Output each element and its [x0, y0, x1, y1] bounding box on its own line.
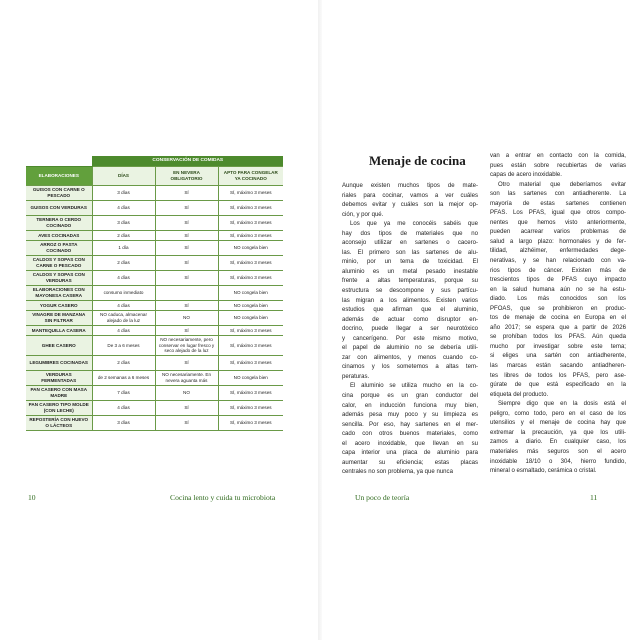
nevera-cell: NO necesariamente. En nevera aguanta más: [155, 371, 218, 386]
text-line-content: materiales más seguros son el acero: [490, 448, 626, 455]
text-line: [490, 324, 626, 334]
table-row: [26, 186, 283, 201]
text-line-content: docrino, puede llegar a ser neurotóxico: [342, 326, 478, 333]
text-line: [342, 220, 478, 230]
text-line: [342, 316, 478, 326]
text-line: [342, 192, 478, 202]
text-line-content: cina porque es un gran conductor del: [342, 393, 478, 400]
text-line: [490, 171, 626, 181]
text-line: [342, 354, 478, 364]
text-line-content: aluminio es un metal pesado inestable: [342, 268, 478, 275]
table-body: [26, 186, 283, 431]
column-header-dias: DÍAS: [92, 167, 155, 186]
congelar-cell: SÍ, máximo 3 meses: [218, 336, 283, 356]
text-line-content: se prohíban todos los PFAS. Aún queda: [490, 334, 626, 341]
elaboracion-cell: PAN CASERO TIPO MOLDE (CON LECHE): [26, 401, 92, 416]
text-line-content: minio, por un tema de toxicidad. El: [342, 259, 478, 266]
elaboracion-cell: GUISOS CON CARNE O PESCADO: [26, 186, 92, 201]
table-row: [26, 286, 283, 301]
text-line-content: PFOAS, que se prohibieron en produc-: [490, 305, 626, 312]
text-line: [490, 429, 626, 439]
right-page: [322, 0, 640, 640]
nevera-cell: SÍ: [155, 241, 218, 256]
text-line-content: el acero inoxidable, que llevan en su: [342, 440, 478, 447]
text-line-content: riales para cocinar, vamos a ver cuáles: [342, 192, 478, 199]
text-line: [342, 182, 478, 192]
column-header-elaboraciones: ELABORACIONES: [26, 167, 92, 186]
congelar-cell: NO congela bien: [218, 286, 283, 301]
text-line-content: inoxidable 18/10 o 304, hierro fundido,: [490, 458, 626, 465]
elaboracion-cell: LEGUMBRES COCINADAS: [26, 356, 92, 371]
text-line: [342, 468, 478, 478]
dias-cell: 3 días: [92, 186, 155, 201]
nevera-cell: [155, 286, 218, 301]
text-line: [490, 162, 626, 172]
text-line: [490, 458, 626, 468]
text-line: [490, 247, 626, 257]
elaboracion-cell: MANTEQUILLA CASERA: [26, 326, 92, 336]
text-line: [490, 228, 626, 238]
text-line-content: en la salud humana aún no se ha estu-: [490, 286, 626, 293]
text-line-content: capas de acero inoxidable.: [490, 172, 562, 179]
text-line: [490, 362, 626, 372]
elaboracion-cell: TERNERA O CERDO COCINADO: [26, 216, 92, 231]
text-line: [490, 391, 626, 401]
table-row: [26, 241, 283, 256]
congelar-cell: SÍ, máximo 3 meses: [218, 231, 283, 241]
text-line-content: diado. Los más conocidos son los: [490, 296, 626, 303]
column-header-nevera: EN NEVERA OBLIGATORIO: [155, 167, 218, 186]
left-page-number: 10: [28, 493, 36, 502]
elaboracion-cell: ELABORACIONES CON MAYONESA CASERA: [26, 286, 92, 301]
table-row: [26, 386, 283, 401]
text-line-content: son las sartenes con antiadherente. La: [490, 191, 626, 198]
nevera-cell: SÍ: [155, 186, 218, 201]
nevera-cell: SÍ: [155, 201, 218, 216]
dias-cell: 3 días: [92, 416, 155, 431]
text-line: [490, 467, 626, 477]
left-page: [0, 0, 318, 640]
dias-cell: 4 días: [92, 301, 155, 311]
elaboracion-cell: GUISOS CON VERDURAS: [26, 201, 92, 216]
text-line: [342, 258, 478, 268]
elaboracion-cell: ARROZ O PASTA COCINADO: [26, 241, 92, 256]
text-line-content: calor, en inducción funciona muy bien,: [342, 402, 478, 409]
text-line-content: etiqueta del producto.: [490, 391, 549, 398]
text-line: [342, 440, 478, 450]
text-line-content: peligro, como todo, pero en el caso de los: [490, 410, 626, 417]
table-row: [26, 256, 283, 271]
text-line-content: año 2017; se espera que a partir de 2026: [490, 324, 626, 331]
elaboracion-cell: VINAGRE DE MANZANA SIN FILTRAR: [26, 311, 92, 326]
text-line: [342, 363, 478, 373]
text-line: [490, 410, 626, 420]
text-line: [342, 306, 478, 316]
dias-cell: 2 días: [92, 231, 155, 241]
nevera-cell: SÍ: [155, 271, 218, 286]
congelar-cell: NO congela bien: [218, 301, 283, 311]
text-line: [490, 381, 626, 391]
elaboracion-cell: YOGUR CASERO: [26, 301, 92, 311]
congelar-cell: SÍ, máximo 3 meses: [218, 401, 283, 416]
nevera-cell: SÍ: [155, 326, 218, 336]
nevera-cell: SÍ: [155, 416, 218, 431]
text-line-content: sencilla. Por eso, hay sartenes en el mer-: [342, 421, 478, 428]
table-row: [26, 271, 283, 286]
text-line: [342, 411, 478, 421]
text-line-content: capa interior una placa de aluminio para: [342, 450, 478, 457]
text-line: [342, 459, 478, 469]
text-line: [490, 267, 626, 277]
elaboracion-cell: CALDOS Y SOPAS CON VERDURAS: [26, 271, 92, 286]
text-line: [342, 201, 478, 211]
text-line: [342, 344, 478, 354]
text-line-content: extremar la precaución, ya que los utili-: [490, 429, 626, 436]
text-line-content: mineral o esmaltado, cerámica o cristal.: [490, 468, 597, 475]
dias-cell: consumo inmediato: [92, 286, 155, 301]
text-line-content: tilidad, alzhéimer, enfermedades dege-: [490, 248, 626, 255]
table-row: [26, 201, 283, 216]
text-line: [490, 257, 626, 267]
table-row: [26, 401, 283, 416]
text-line: [342, 325, 478, 335]
text-line-content: Los que ya me conocéis sabéis que: [350, 221, 478, 228]
text-line-content: cado con otros buenos materiales, como: [342, 431, 478, 438]
text-line-content: y cancerígeno. Por este mismo motivo,: [342, 335, 478, 342]
elaboracion-cell: GHEE CASERO: [26, 336, 92, 356]
text-line: [490, 200, 626, 210]
text-line-content: ción, y por qué.: [342, 211, 384, 218]
text-line-content: van a entrar en contacto con la comida,: [490, 153, 626, 159]
text-line-content: tos de menaje de cocina en Europa en el: [490, 315, 626, 322]
text-line-content: Siempre digo que en la dosis está el: [498, 401, 626, 408]
text-line-content: zamos a diario. En cualquier caso, los: [490, 439, 626, 446]
text-line-content: frente a altas temperaturas, porque su: [342, 278, 478, 285]
congelar-cell: NO congela bien: [218, 371, 283, 386]
text-line: [490, 400, 626, 410]
text-line-content: salud a largo plazo: hormonales y de fer-: [490, 238, 626, 245]
text-line: [490, 181, 626, 191]
text-line-content: aconsejo utilizar en sartenes o cacero-: [342, 240, 478, 247]
right-page-number: 11: [590, 493, 598, 502]
text-line: [490, 286, 626, 296]
congelar-cell: SÍ, máximo 3 meses: [218, 326, 283, 336]
text-line: [342, 382, 478, 392]
text-line-content: debemos evitar y cuáles son la mejor op-: [342, 202, 478, 209]
table-row: [26, 311, 283, 326]
congelar-cell: SÍ, máximo 3 meses: [218, 271, 283, 286]
right-running-head: Un poco de teoría: [355, 493, 410, 502]
congelar-cell: SÍ, máximo 3 meses: [218, 186, 283, 201]
dias-cell: De 3 a 6 meses: [92, 336, 155, 356]
text-line-content: zar con alimentos, y menos cuando co-: [342, 354, 478, 361]
text-line: [342, 239, 478, 249]
table-row: [26, 301, 283, 311]
nevera-cell: SÍ: [155, 231, 218, 241]
table-row: [26, 371, 283, 386]
text-line-content: estructura se descompone y sus partícu-: [342, 288, 478, 295]
text-line: [342, 268, 478, 278]
nevera-cell: SÍ: [155, 356, 218, 371]
text-line: [490, 295, 626, 305]
congelar-cell: NO congela bien: [218, 311, 283, 326]
nevera-cell: SÍ: [155, 216, 218, 231]
section-title: Menaje de cocina: [369, 153, 466, 168]
congelar-cell: NO congela bien: [218, 241, 283, 256]
congelar-cell: SÍ, máximo 3 meses: [218, 386, 283, 401]
text-line-content: gúrate de que está especificado en la: [490, 382, 626, 389]
text-line-content: las marcas están sacando antiadheren-: [490, 363, 626, 370]
text-line: [490, 372, 626, 382]
text-line-content: estudios que afirman que el aluminio,: [342, 307, 478, 314]
text-line: [490, 305, 626, 315]
congelar-cell: SÍ, máximo 3 meses: [218, 356, 283, 371]
text-line-content: mucho por investigar sobre este tema;: [490, 343, 626, 350]
text-line-content: pues están sobre recubiertas de varias: [490, 162, 626, 169]
text-line: [342, 430, 478, 440]
text-line-content: Aunque existen muchos tipos de mate-: [342, 183, 478, 189]
text-line-content: Otro material que deberíamos evitar: [498, 181, 626, 188]
text-line: [342, 277, 478, 287]
table-row: [26, 356, 283, 371]
body-text-column-2: [490, 152, 626, 477]
text-line-content: aumentar su eficiencia; estas placas: [342, 459, 478, 466]
text-line: [342, 421, 478, 431]
text-line-content: trescientos tipos de PFAS cuyo impacto: [490, 277, 626, 284]
dias-cell: NO caduca, almacenar alejado de la luz: [92, 311, 155, 326]
nevera-cell: NO: [155, 386, 218, 401]
text-line-content: PFAS. Los PFAS, igual que otros compo-: [490, 210, 626, 217]
elaboracion-cell: REPOSTERÍA CON HUEVO O LÁCTEOS: [26, 416, 92, 431]
table-row: [26, 326, 283, 336]
text-line-content: nentes que hemos visto anteriormente,: [490, 219, 626, 226]
table-row: [26, 216, 283, 231]
text-line-content: hay dos tipos de materiales que no: [342, 230, 478, 237]
dias-cell: 2 días: [92, 356, 155, 371]
text-line: [490, 219, 626, 229]
text-line: [490, 343, 626, 353]
column-header-congelar: APTO PARA CONGELAR YA COCINADO: [218, 167, 283, 186]
nevera-cell: NO: [155, 311, 218, 326]
dias-cell: 4 días: [92, 326, 155, 336]
text-line: [490, 448, 626, 458]
congelar-cell: SÍ, máximo 3 meses: [218, 416, 283, 431]
text-line: [490, 314, 626, 324]
text-line: [342, 392, 478, 402]
text-line-content: utensilios y el menaje de cocina hay que: [490, 420, 626, 427]
text-line-content: además pesa muy poco y su limpieza es: [342, 412, 478, 419]
text-line: [342, 297, 478, 307]
table-corner-blank: [26, 156, 92, 167]
dias-cell: 4 días: [92, 401, 155, 416]
text-line: [490, 190, 626, 200]
text-line: [342, 287, 478, 297]
text-line: [490, 438, 626, 448]
dias-cell: de 2 semanas a 6 meses: [92, 371, 155, 386]
text-line-content: tes libres de todos los PFAS, pero ase-: [490, 372, 626, 379]
text-line-content: además de actuar como disruptor en-: [342, 316, 478, 323]
nevera-cell: SÍ: [155, 256, 218, 271]
dias-cell: 3 días: [92, 216, 155, 231]
elaboracion-cell: CALDOS Y SOPAS CON CARNE O PESCADO: [26, 256, 92, 271]
table-row: [26, 231, 283, 241]
text-line: [490, 209, 626, 219]
body-text-column-1: [342, 182, 478, 478]
nevera-cell: SÍ: [155, 301, 218, 311]
congelar-cell: SÍ, máximo 3 meses: [218, 256, 283, 271]
dias-cell: 4 días: [92, 271, 155, 286]
table-row: [26, 416, 283, 431]
text-line: [342, 335, 478, 345]
text-line-content: El aluminio se utiliza mucho en la co-: [350, 383, 478, 390]
text-line: [342, 211, 478, 221]
congelar-cell: SÍ, máximo 3 meses: [218, 216, 283, 231]
text-line-content: peraturas.: [342, 373, 370, 380]
text-line: [342, 373, 478, 383]
text-line: [490, 238, 626, 248]
food-storage-table-container: [26, 156, 283, 431]
congelar-cell: SÍ, máximo 3 meses: [218, 201, 283, 216]
dias-cell: 2 días: [92, 256, 155, 271]
text-line-content: el papel de aluminio no se debería utili-: [342, 345, 478, 352]
elaboracion-cell: VERDURAS FERMENTADAS: [26, 371, 92, 386]
nevera-cell: SÍ: [155, 401, 218, 416]
text-line: [342, 230, 478, 240]
nevera-cell: NO necesariamente, pero conservar en lugar fresco y seco alejado de la luz: [155, 336, 218, 356]
food-storage-table: [26, 156, 283, 431]
text-line: [490, 333, 626, 343]
text-line: [342, 249, 478, 259]
text-line: [490, 352, 626, 362]
text-line-content: nerativas, y se han relacionado con va-: [490, 258, 626, 265]
text-line-content: las. El primero son las sartenes de alu-: [342, 249, 478, 256]
text-line: [490, 419, 626, 429]
elaboracion-cell: PAN CASERO CON MASA MADRE: [26, 386, 92, 401]
text-line-content: mayoría de estas sartenes contienen: [490, 200, 626, 207]
text-line: [490, 152, 626, 162]
text-line-content: rios tipos de cáncer. Existen más de: [490, 267, 626, 274]
text-line-content: centrales no son problema, ya que nunca: [342, 469, 453, 476]
dias-cell: 7 días: [92, 386, 155, 401]
dias-cell: 4 días: [92, 201, 155, 216]
table-banner: CONSERVACIÓN DE COMIDAS: [92, 156, 283, 167]
text-line-content: las migran a los alimentos. Existen varios: [342, 297, 478, 304]
text-line-content: pueden acarrear varios problemas de: [490, 229, 626, 236]
text-line: [342, 449, 478, 459]
text-line: [342, 402, 478, 412]
dias-cell: 1 día: [92, 241, 155, 256]
text-line-content: si eliges una sartén con antiadherente,: [490, 353, 626, 360]
table-row: [26, 336, 283, 356]
text-line-content: cinamos y los sometemos a altas tem-: [342, 364, 478, 371]
elaboracion-cell: AVES COCINADAS: [26, 231, 92, 241]
text-line: [490, 276, 626, 286]
left-running-head: Cocina lento y cuida tu microbiota: [170, 493, 276, 502]
